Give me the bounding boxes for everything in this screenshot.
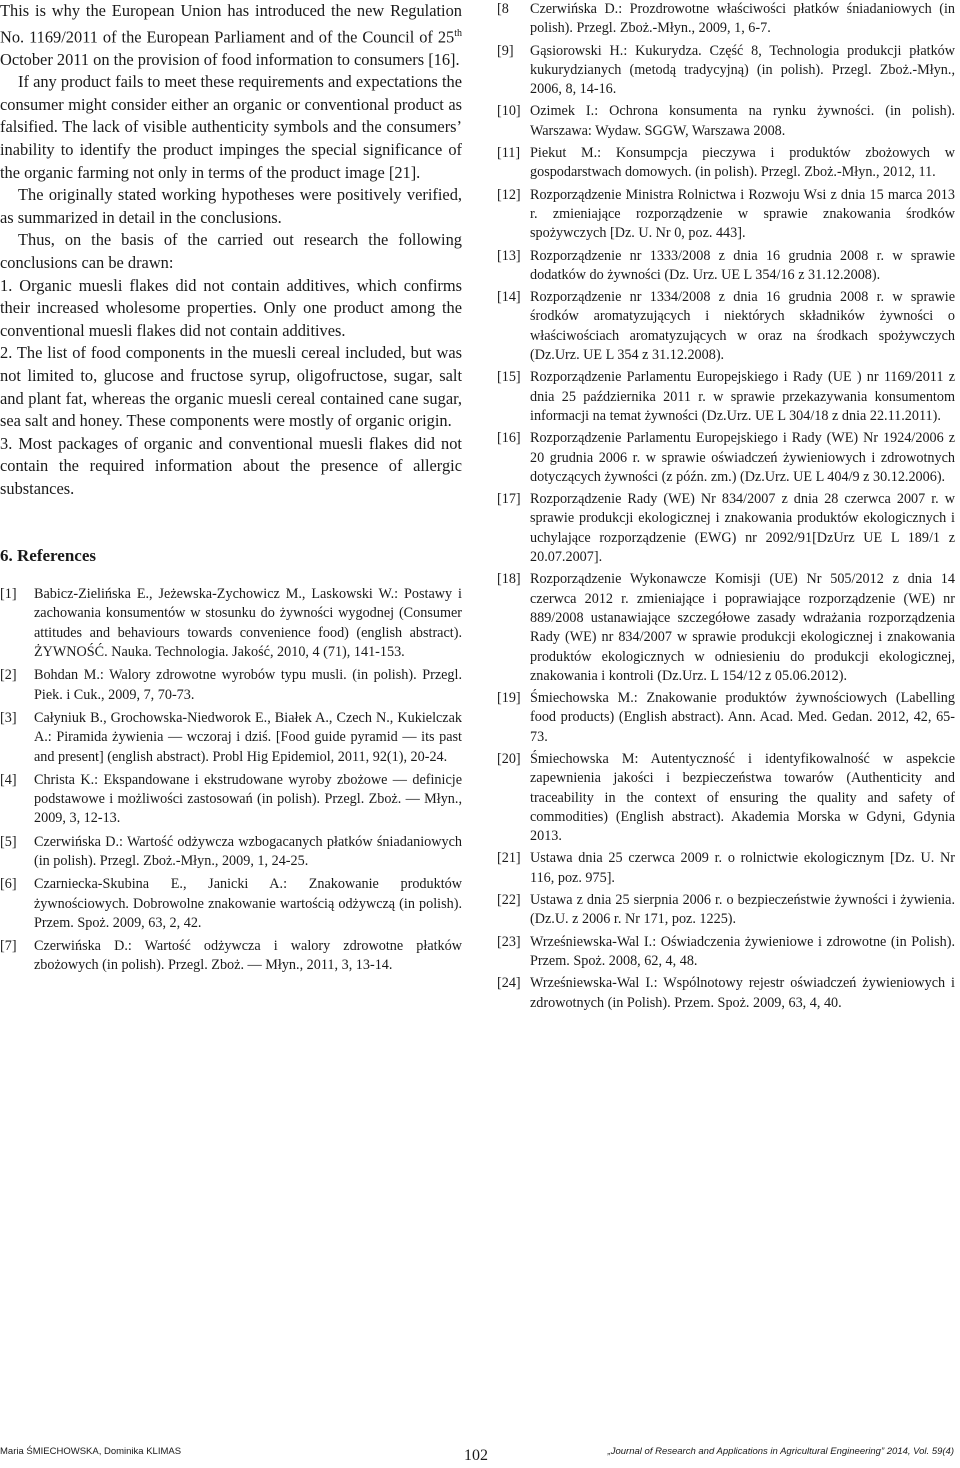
reference-item bbox=[0, 875, 462, 933]
reference-item bbox=[497, 974, 955, 1013]
reference-number: [13] bbox=[497, 247, 521, 264]
reference-item bbox=[497, 247, 955, 286]
reference-number: [20] bbox=[497, 750, 521, 767]
reference-item bbox=[497, 288, 955, 365]
reference-number: [5] bbox=[0, 833, 17, 850]
paragraph-regulation bbox=[0, 0, 462, 71]
reference-item bbox=[497, 750, 955, 846]
reference-text: Gąsiorowski H.: Kukurydza. Część 8, Technologia produkcji płatków kukurydzianych (metodą tradycyjną) (in polish). Przegl. Zboż.-Młyn., 2006, 8, 14-16. bbox=[530, 42, 955, 98]
reference-number: [2] bbox=[0, 667, 17, 684]
reference-text: Ustawa z dnia 25 sierpnia 2006 r. o bezpieczeństwie żywności i żywienia. (Dz.U. z 2006 r. Nr 171, poz. 1225). bbox=[530, 892, 955, 928]
reference-text: Rozporządzenie nr 1334/2008 z dnia 16 grudnia 2008 r. w sprawie środków aromatyzujących i niektórych składników żywności o właściwościach aromatyzujących w oraz na środkach spożywczych (Dz.Urz. UE L 354 z 31.12.2008). bbox=[530, 289, 955, 364]
reference-number: [11] bbox=[497, 145, 521, 162]
reference-item bbox=[497, 102, 955, 141]
conclusion-1: 1. Organic muesli flakes did not contain additives, which confirms their increased wholesome properties. Only one product among the conventional muesli flakes did not contain additives. bbox=[0, 275, 462, 340]
reference-item bbox=[497, 490, 955, 567]
conclusion-3: 3. Most packages of organic and conventional muesli flakes did not contain the required information about the presence of allergic substances. bbox=[0, 433, 462, 498]
reference-text: Czerwińska D.: Prozdrowotne właściwości płatków śniadaniowych (in polish). Przegl. Zboż.-Młyn., 2009, 1, 6-7. bbox=[530, 1, 955, 37]
reference-item bbox=[497, 186, 955, 244]
reference-number: [9] bbox=[497, 42, 514, 59]
reference-number: [21] bbox=[497, 850, 521, 867]
reference-number: [17] bbox=[497, 491, 521, 508]
reference-item bbox=[497, 891, 955, 930]
reference-item bbox=[497, 429, 955, 487]
reference-number: [12] bbox=[497, 186, 521, 203]
reference-item bbox=[0, 666, 462, 705]
reference-item bbox=[497, 144, 955, 183]
reference-text: Czerwińska D.: Wartość odżywcza i walory zdrowotne płatków zbożowych (in polish). Przegl. Zboż. — Młyn., 2011, 3, 13-14. bbox=[34, 938, 462, 974]
paragraph-text: October 2011 on the provision of food information to consumers [16]. bbox=[0, 49, 460, 69]
reference-item bbox=[497, 933, 955, 972]
reference-text: Bohdan M.: Walory zdrowotne wyrobów typu musli. (in polish). Przegl. Piek. i Cuk., 2009, 7, 70-73. bbox=[34, 667, 462, 703]
reference-number: [22] bbox=[497, 892, 521, 909]
right-column bbox=[497, 0, 955, 1016]
reference-item bbox=[497, 368, 955, 426]
footer-authors: Maria ŚMIECHOWSKA, Dominika KLIMAS bbox=[0, 1446, 182, 1457]
reference-number: [4] bbox=[0, 771, 17, 788]
reference-text: Piekut M.: Konsumpcja pieczywa i produktów zbożowych w gospodarstwach domowych. (in polish). Przegl. Zboż.-Młyn., 2012, 11. bbox=[530, 145, 955, 181]
paragraph-authenticity: If any product fails to meet these requirements and expectations the consumer might consider either an organic or conventional product as falsified. The lack of visible authenticity symbols and the consumers’ inability to identify the product impinges the special significance of the organic farming not only in terms of the product image [21]. bbox=[0, 72, 462, 182]
conclusion-2: 2. The list of food components in the muesli cereal included, but was not limited to, glucose and fructose syrup, oligofructose, sugar, salt and plant fat, whereas the organic muesli cereal contained cane sugar, sea salt and honey. These components were mostly of organic origin. bbox=[0, 343, 462, 431]
reference-item bbox=[0, 937, 462, 976]
reference-item bbox=[0, 709, 462, 767]
footer-journal: „Journal of Research and Applications in Agricultural Engineering” 2014, Vol. 59(4) bbox=[607, 1446, 954, 1457]
reference-item bbox=[497, 42, 955, 100]
reference-number: [19] bbox=[497, 690, 521, 707]
reference-number: [24] bbox=[497, 975, 521, 992]
reference-text: Czarniecka-Skubina E., Janicki A.: Znakowanie produktów żywnościowych. Dobrowolne znakowanie wartością odżywczą (in polish). Przem. Spoż. 2009, 63, 2, 42. bbox=[34, 876, 462, 931]
reference-number: [14] bbox=[497, 289, 521, 306]
reference-text: Rozporządzenie nr 1333/2008 z dnia 16 grudnia 2008 r. w sprawie dodatków do żywności (Dz. Urz. UE L 354/16 z 31.12.2008). bbox=[530, 247, 955, 283]
reference-number: [6] bbox=[0, 876, 17, 893]
reference-item bbox=[497, 0, 955, 39]
left-column bbox=[0, 0, 462, 980]
paragraph-conclusions-intro: Thus, on the basis of the carried out research the following conclusions can be drawn: bbox=[0, 230, 462, 272]
reference-text: Rozporządzenie Ministra Rolnictwa i Rozwoju Wsi z dnia 15 marca 2013 r. zmieniające rozporządzenie w sprawie znakowania środków spożywczych [Dz. U. Nr 0, poz. 443]. bbox=[530, 186, 955, 242]
reference-text: Rozporządzenie Rady (WE) Nr 834/2007 z dnia 28 czerwca 2007 r. w sprawie produkcji ekologicznej i znakowania produktów ekologicznych i uchylające rozporządzenie (EWG) nr 2092/91[DzUrz UE L 189/1 z 20.07.2007]. bbox=[530, 491, 955, 566]
reference-item bbox=[497, 689, 955, 747]
reference-text: Śmiechowska M: Autentyczność i identyfikowalność w aspekcie zapewnienia jakości i bezpieczeństwa towarów (Authenticity and traceability in the context of ensuring the quality and safety of commodities) (English abstract). Akademia Morska w Gdyni, Gdynia 2013. bbox=[530, 750, 955, 845]
reference-text: Rozporządzenie Parlamentu Europejskiego i Rady (UE ) nr 1169/2011 z dnia 25 października 2011 r. w sprawie przekazywania konsumentom informacji na temat żywności (Dz.Urz. UE L 304/18 z dnia 22.11.2011). bbox=[530, 369, 955, 424]
reference-text: Wrześniewska-Wal I.: Oświadczenia żywieniowe i zdrowotne (in Polish). Przem. Spoż. 2008, 62, 4, 48. bbox=[530, 933, 955, 969]
reference-text: Rozporządzenie Parlamentu Europejskiego i Rady (WE) Nr 1924/2006 z 20 grudnia 2006 r. w sprawie oświadczeń żywieniowych i zdrowotnych dotyczących żywności (z późn. zm.) (Dz.Urz. UE L 404/9 z 30.12.2006). bbox=[530, 430, 955, 485]
references-list-right bbox=[497, 0, 955, 1013]
reference-number: [10] bbox=[497, 103, 521, 120]
paragraph-hypotheses: The originally stated working hypotheses were positively verified, as summarized in detail in the conclusions. bbox=[0, 185, 462, 227]
reference-item bbox=[497, 570, 955, 686]
reference-item bbox=[0, 585, 462, 662]
reference-number: [8 bbox=[497, 1, 509, 17]
reference-text: Całyniuk B., Grochowska-Niedworok E., Białek A., Czech N., Kukielczak A.: Piramida żywienia — wczoraj i dziś. [Food guide pyramid — its past and present] (english abstract). Probl Hig Epidemiol, 2011, 92(1), 20-24. bbox=[34, 709, 462, 765]
reference-number: [23] bbox=[497, 933, 521, 950]
reference-text: Christa K.: Ekspandowane i ekstrudowane wyroby zbożowe — definicje podstawowe i możliwości zastosowań (in polish). Przegl. Zboż. — Młyn., 2009, 3, 12-13. bbox=[34, 771, 462, 827]
references-list-left bbox=[0, 585, 462, 976]
reference-text: Ozimek I.: Ochrona konsumenta na rynku żywności. (in polish). Warszawa: Wydaw. SGGW, Warszawa 2008. bbox=[530, 103, 955, 139]
reference-text: Ustawa dnia 25 czerwca 2009 r. o rolnictwie ekologicznym [Dz. U. Nr 116, poz. 975]. bbox=[530, 850, 955, 886]
reference-text: Babicz-Zielińska E., Jeżewska-Zychowicz M., Laskowski W.: Postawy i zachowania konsumentów w stosunku do żywności wygodnej (Consumer attitudes and behaviours towards convenience food) (english abstract). ŻYWNOŚĆ. Nauka. Technologia. Jakość, 2010, 4 (71), 141-153. bbox=[34, 586, 462, 661]
reference-text: Czerwińska D.: Wartość odżywcza wzbogacanych płatków śniadaniowych (in polish). Przegl. Zboż.-Młyn., 2009, 1, 24-25. bbox=[34, 833, 462, 869]
reference-item bbox=[0, 833, 462, 872]
reference-number: [18] bbox=[497, 571, 521, 588]
reference-number: [16] bbox=[497, 430, 521, 447]
reference-text: Wrześniewska-Wal I.: Wspólnotowy rejestr oświadczeń żywieniowych i zdrowotnych (in Polish). Przem. Spoż. 2009, 63, 4, 40. bbox=[530, 975, 955, 1011]
reference-number: [3] bbox=[0, 709, 17, 726]
superscript: th bbox=[454, 27, 462, 39]
reference-number: [1] bbox=[0, 586, 17, 603]
page-number: 102 bbox=[464, 1447, 488, 1464]
reference-number: [7] bbox=[0, 938, 17, 955]
references-heading: 6. References bbox=[0, 545, 96, 565]
reference-number: [15] bbox=[497, 369, 521, 386]
reference-text: Rozporządzenie Wykonawcze Komisji (UE) Nr 505/2012 z dnia 14 czerwca 2012 r. zmieniające i poprawiające rozporządzenie (WE) nr 889/2008 ustanawiające szczegółowe zasady wdrażania rozporządzenia Rady (WE) nr 834/2007 w sprawie produkcji ekologicznej i znakowania produktów ekologicznych w odniesieniu do produkcji ekologicznej, znakowania i kontroli (Dz.Urz. L 154/12 z 05.06.2012). bbox=[530, 571, 955, 684]
reference-item bbox=[0, 771, 462, 829]
paragraph-text: This is why the European Union has introduced the new Regulation No. 1169/2011 of the European Parliament and of the Council of 25 bbox=[0, 1, 462, 47]
reference-item bbox=[497, 849, 955, 888]
reference-text: Śmiechowska M.: Znakowanie produktów żywnościowych (Labelling food products) (English abstract). Ann. Acad. Med. Gedan. 2012, 42, 65-73. bbox=[530, 690, 955, 745]
